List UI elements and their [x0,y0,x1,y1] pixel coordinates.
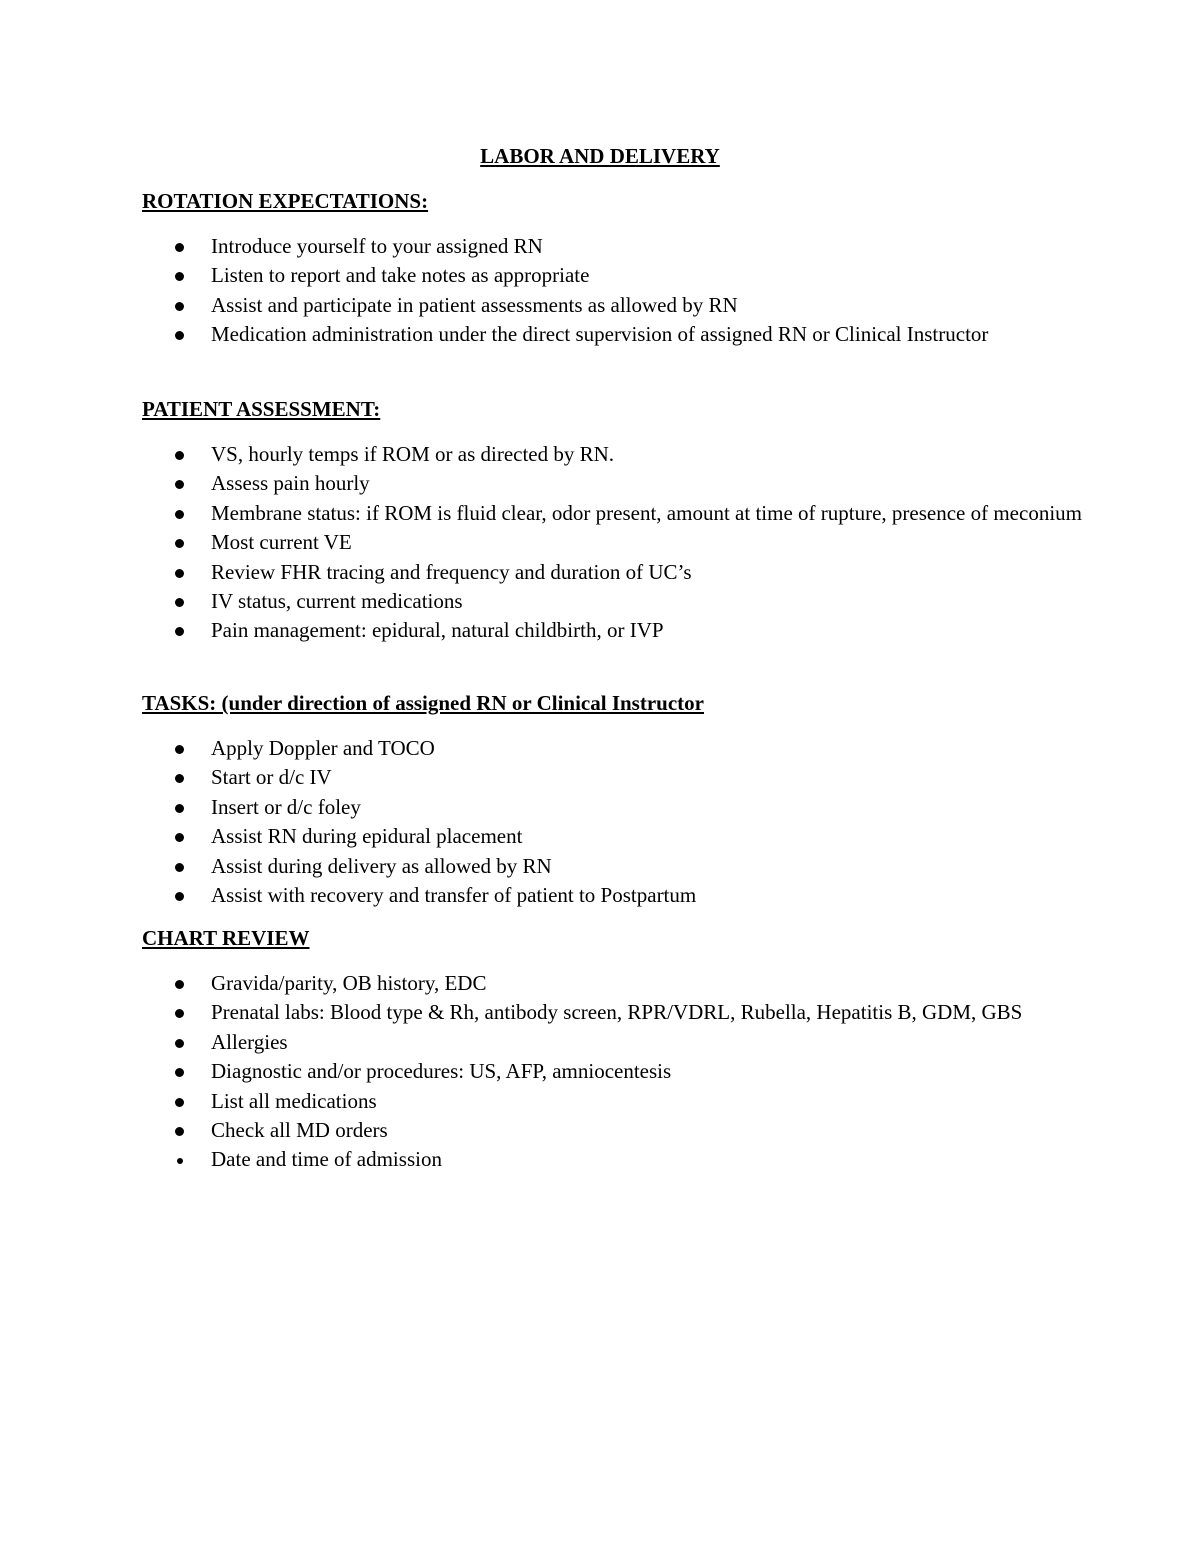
list-item: Assess pain hourly [142,469,1082,498]
section-heading: PATIENT ASSESSMENT: [142,397,381,421]
bullet-icon [175,302,184,311]
document-title: LABOR AND DELIVERY [480,144,720,168]
list-item: Allergies [142,1028,1082,1057]
list-item: Listen to report and take notes as appropriate [142,261,1082,290]
section-patient-assessment [142,396,1082,646]
list-item: VS, hourly temps if ROM or as directed by RN. [142,440,1082,469]
bullet-icon [175,863,184,872]
section-chart-review [142,925,1082,1175]
bullet-icon [175,480,184,489]
bullet-icon [175,1009,184,1018]
list-item: Assist RN during epidural placement [142,822,1082,851]
bullet-list [142,734,1082,910]
list-item: Prenatal labs: Blood type & Rh, antibody screen, RPR/VDRL, Rubella, Hepatitis B, GDM, GBS [142,998,1082,1027]
list-item: Start or d/c IV [142,763,1082,792]
section-heading: CHART REVIEW [142,926,310,950]
list-item: Check all MD orders [142,1116,1082,1145]
bullet-icon [175,1098,184,1107]
bullet-icon [175,774,184,783]
bullet-list [142,232,1082,350]
list-item: Insert or d/c foley [142,793,1082,822]
list-item: Diagnostic and/or procedures: US, AFP, amniocentesis [142,1057,1082,1086]
list-item: Apply Doppler and TOCO [142,734,1082,763]
bullet-icon [175,1039,184,1048]
list-item: Review FHR tracing and frequency and duration of UC’s [142,558,1082,587]
list-item: IV status, current medications [142,587,1082,616]
list-item: Assist during delivery as allowed by RN [142,852,1082,881]
list-item: Gravida/parity, OB history, EDC [142,969,1082,998]
list-item: Pain management: epidural, natural childbirth, or IVP [142,616,1082,645]
bullet-icon [177,1158,183,1164]
list-item: Introduce yourself to your assigned RN [142,232,1082,261]
bullet-icon [175,451,184,460]
bullet-icon [175,598,184,607]
bullet-list [142,969,1082,1175]
bullet-icon [175,745,184,754]
section-heading: ROTATION EXPECTATIONS: [142,189,429,213]
bullet-icon [175,833,184,842]
bullet-icon [175,980,184,989]
section-tasks [142,690,1082,910]
section-rotation-expectations [142,188,1082,350]
bullet-icon [175,510,184,519]
bullet-icon [175,243,184,252]
bullet-icon [175,569,184,578]
section-heading: TASKS: (under direction of assigned RN or Clinical Instructor [142,691,704,715]
list-item: Medication administration under the direct supervision of assigned RN or Clinical Instructor [142,320,1082,349]
list-item: Date and time of admission [142,1145,1082,1174]
bullet-icon [175,627,184,636]
list-item: List all medications [142,1087,1082,1116]
bullet-list [142,440,1082,646]
list-item: Most current VE [142,528,1082,557]
list-item: Assist and participate in patient assessments as allowed by RN [142,291,1082,320]
list-item: Membrane status: if ROM is fluid clear, odor present, amount at time of rupture, presence of meconium [142,499,1082,528]
bullet-icon [175,1127,184,1136]
bullet-icon [175,1068,184,1077]
bullet-icon [175,892,184,901]
bullet-icon [175,539,184,548]
list-item: Assist with recovery and transfer of patient to Postpartum [142,881,1082,910]
bullet-icon [175,331,184,340]
bullet-icon [175,272,184,281]
bullet-icon [175,804,184,813]
